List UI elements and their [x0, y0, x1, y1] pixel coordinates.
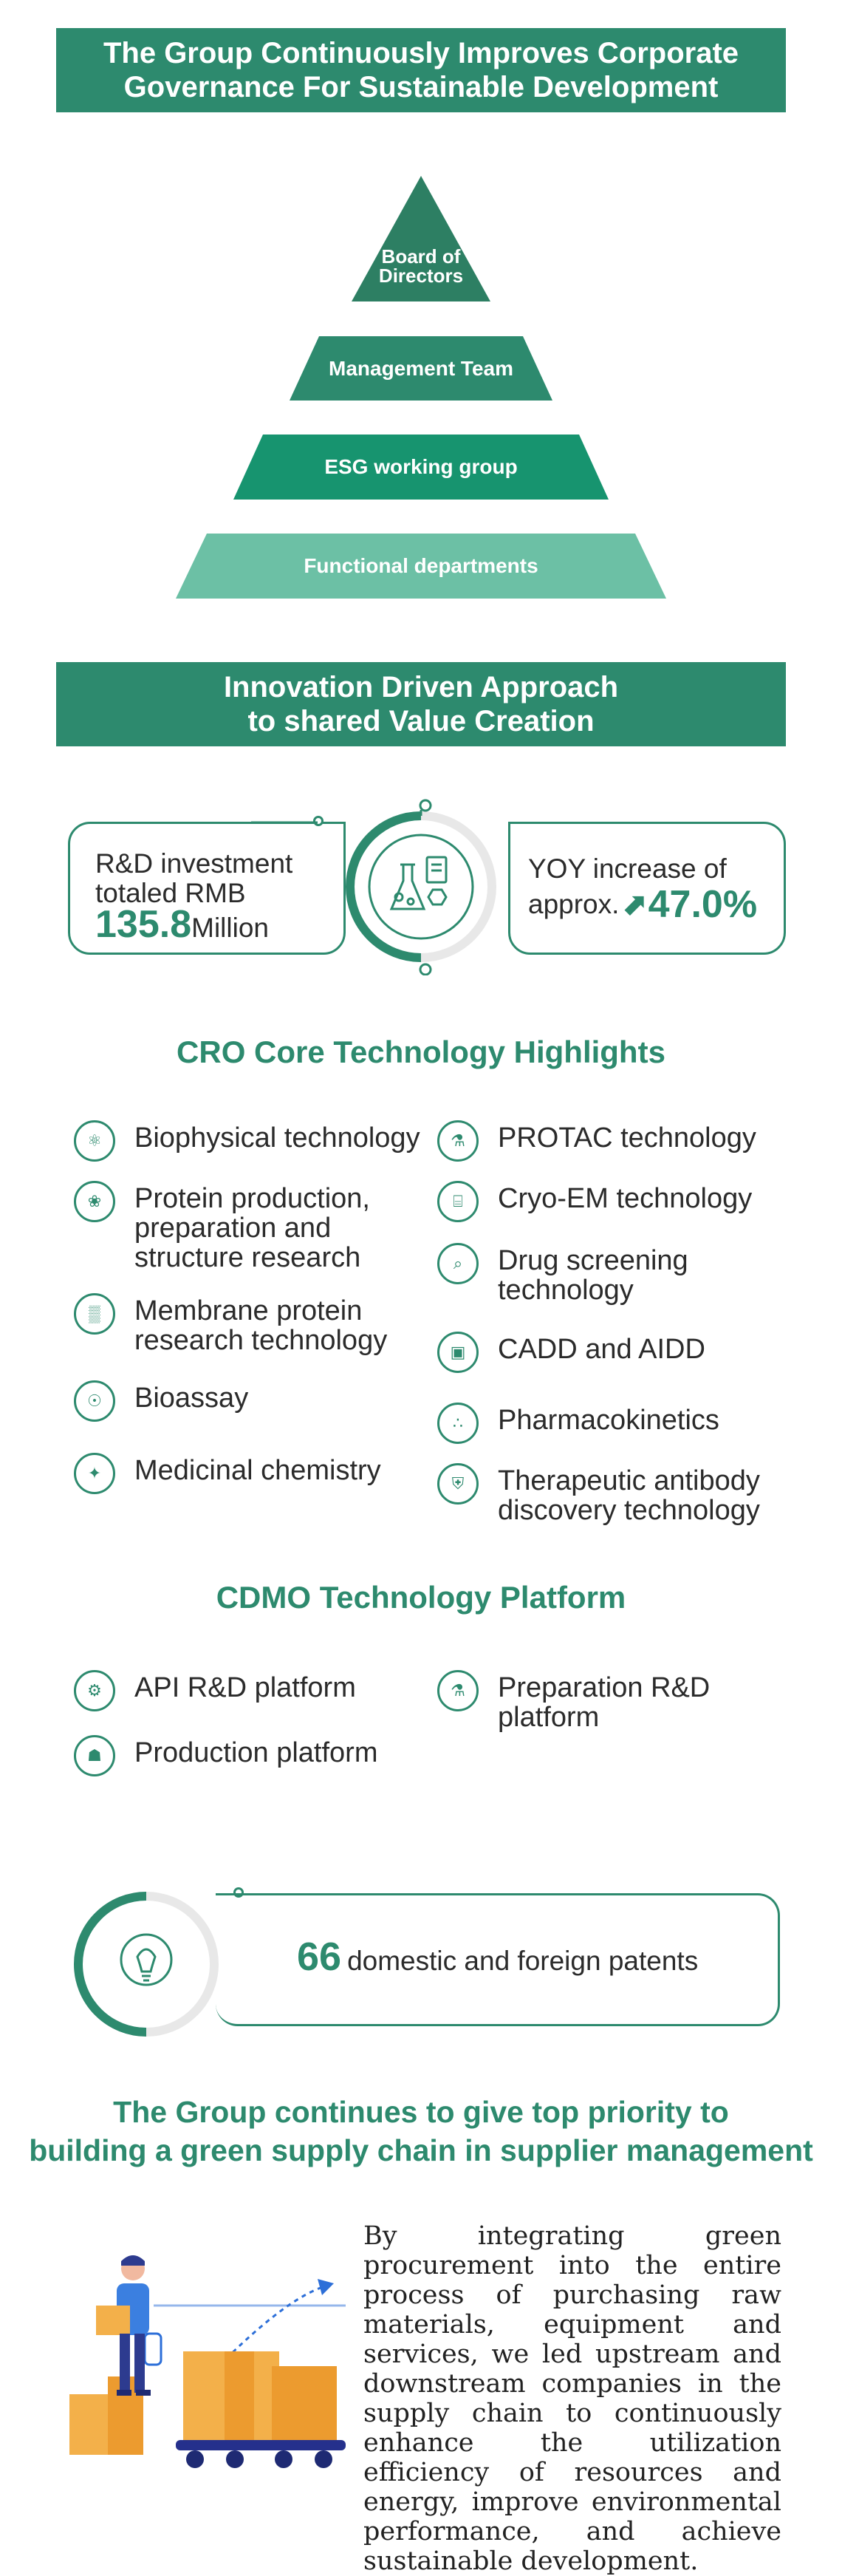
cro-item-cryoem: ⌸ Cryo-EM technology [437, 1184, 784, 1222]
cdmo-item-production: ☗ Production platform [74, 1738, 436, 1776]
molecule-icon: ✦ [74, 1453, 115, 1494]
membrane-icon: ▒ [74, 1293, 115, 1335]
flask-icon: ⚗ [437, 1670, 479, 1711]
cro-item-protac: ⚗ PROTAC technology [437, 1123, 784, 1162]
patents-count: 66 [297, 1935, 342, 1979]
cro-item-membrane: ▒ Membrane protein research technology [74, 1296, 443, 1355]
yoy-line1: YOY increase of [528, 853, 727, 884]
pyramid-label-functional: Functional departments [304, 554, 538, 577]
bioassay-icon: ☉ [74, 1380, 115, 1422]
cro-item-protein: ❀ Protein production, preparation and structure research [74, 1184, 443, 1272]
rd-flask-emblem [340, 798, 502, 975]
cro-item-biophysical: ⚛ Biophysical technology [74, 1123, 436, 1162]
screening-icon: ⌕ [437, 1243, 479, 1284]
cdmo-title: CDMO Technology Platform [216, 1580, 626, 1615]
protein-icon: ❀ [74, 1181, 115, 1222]
supply-title-line1: The Group continues to give top priority to [113, 2095, 729, 2129]
yoy-box [508, 822, 786, 955]
microscope-icon: ⚗ [437, 1120, 479, 1162]
governance-title-line1: The Group Continuously Improves Corporate [103, 37, 739, 69]
cdmo-item-preparation: ⚗ Preparation R&D platform [437, 1673, 784, 1732]
pyramid-label-esg: ESG working group [324, 455, 518, 478]
governance-title-line2: Governance For Sustainable Development [123, 71, 719, 103]
api-icon: ⚙ [74, 1670, 115, 1711]
cro-item-cadd: ▣ CADD and AIDD [437, 1335, 784, 1373]
up-arrow-icon: ⬈ [620, 887, 647, 921]
cdmo-item-api: ⚙ API R&D platform [74, 1673, 436, 1711]
computer-icon: ▣ [437, 1332, 479, 1373]
supply-title-line2: building a green supply chain in supplier management [29, 2133, 813, 2167]
innovation-title-line1: Innovation Driven Approach [223, 671, 619, 703]
cro-item-medicinal: ✦ Medicinal chemistry [74, 1456, 436, 1494]
supply-body: By integrating green procurement into the entire process of purchasing raw materials, equipment and services, we led upstream and downstream companies in the supply chain to continuously enhance the utilization efficiency of resources and energy, improve environmental performance, and achieve sustainable development. [363, 2221, 781, 2576]
supply-title [0, 2093, 842, 2170]
cryo-tank-icon: ⌸ [437, 1181, 479, 1222]
rd-investment-box [68, 822, 346, 955]
cro-item-drug-screening: ⌕ Drug screening technology [437, 1246, 784, 1305]
pyramid-label-management: Management Team [329, 356, 513, 380]
shield-icon: ⛨ [437, 1463, 479, 1505]
rd-line1: R&D investment [95, 848, 293, 879]
cro-item-pharmacokinetics: ∴ Pharmacokinetics [437, 1405, 784, 1444]
cro-title: CRO Core Technology Highlights [177, 1035, 665, 1069]
patents-text: domestic and foreign patents [347, 1946, 699, 1976]
yoy-line2: approx. [528, 889, 620, 919]
cells-icon: ∴ [437, 1403, 479, 1444]
yoy-value: 47.0% [648, 883, 758, 926]
rd-line2: totaled RMB [95, 878, 246, 908]
patents-box [216, 1893, 780, 2026]
cro-item-bioassay: ☉ Bioassay [74, 1383, 436, 1422]
cro-item-antibody: ⛨ Therapeutic antibody discovery technology [437, 1466, 792, 1525]
logistics-illustration [65, 2246, 353, 2468]
pyramid-label-board: Board of Directors [378, 245, 464, 287]
patents-emblem [65, 1883, 227, 2045]
rd-connector-line [251, 820, 325, 825]
atoms-icon: ⚛ [74, 1120, 115, 1162]
factory-icon: ☗ [74, 1735, 115, 1776]
rd-unit: Million [191, 913, 269, 943]
innovation-title-line2: to shared Value Creation [247, 705, 595, 737]
rd-amount: 135.8 [95, 903, 192, 946]
innovation-banner [56, 662, 786, 746]
